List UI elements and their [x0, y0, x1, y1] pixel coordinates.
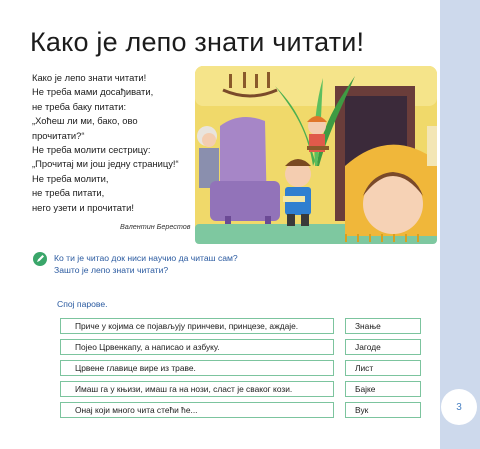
match-right-item[interactable]: Бајке [345, 381, 421, 397]
question-text: Ко ти је читао док ниси научио да читаш сам? [54, 253, 238, 263]
poem [32, 71, 197, 215]
poem-line: не треба баку питати: [32, 100, 127, 112]
poem-line: него узети и прочитати! [32, 201, 134, 213]
poem-line: Не треба молити сестрицу: [32, 144, 151, 156]
question-text: Зашто је лепо знати читати? [54, 264, 169, 275]
task-instruction: Спој парове. [57, 299, 108, 309]
match-right-item[interactable]: Вук [345, 402, 421, 418]
reading-illustration [195, 66, 437, 246]
page-number: 3 [441, 389, 477, 425]
match-right-item[interactable]: Знање [345, 318, 421, 334]
poem-line: не треба питати, [32, 187, 105, 199]
match-left-item[interactable]: Приче у којима се појављују принчеви, принцезе, аждаје. [60, 318, 334, 334]
side-strip [440, 0, 480, 449]
match-left-item[interactable]: Онај који много чита стећи ће... [60, 402, 334, 418]
poem-line: „Прочитај ми још једну страницу!“ [32, 158, 179, 170]
poem-author: Валентин Берестов [120, 222, 191, 231]
poem-line: Не треба молити, [32, 172, 109, 184]
pencil-icon [33, 252, 47, 266]
poem-line: Како је лепо знати читати! [32, 72, 147, 83]
match-left-item[interactable]: Имаш га у књизи, имаш га на нози, сласт је сваког кози. [60, 381, 334, 397]
match-right-item[interactable]: Лист [345, 360, 421, 376]
poem-line: прочитати?“ [32, 129, 85, 141]
poem-line: Не треба мами досађивати, [32, 86, 154, 98]
page-title: Како је лепо знати читати! [30, 27, 365, 57]
match-right-item[interactable]: Јагоде [345, 339, 421, 355]
poem-line: „Хоћеш ли ми, бако, ово [32, 115, 138, 127]
discussion-questions [54, 253, 238, 276]
match-left-item[interactable]: Црвене главице вире из траве. [60, 360, 334, 376]
match-left-item[interactable]: Појео Црвенкапу, а написао и азбуку. [60, 339, 334, 355]
